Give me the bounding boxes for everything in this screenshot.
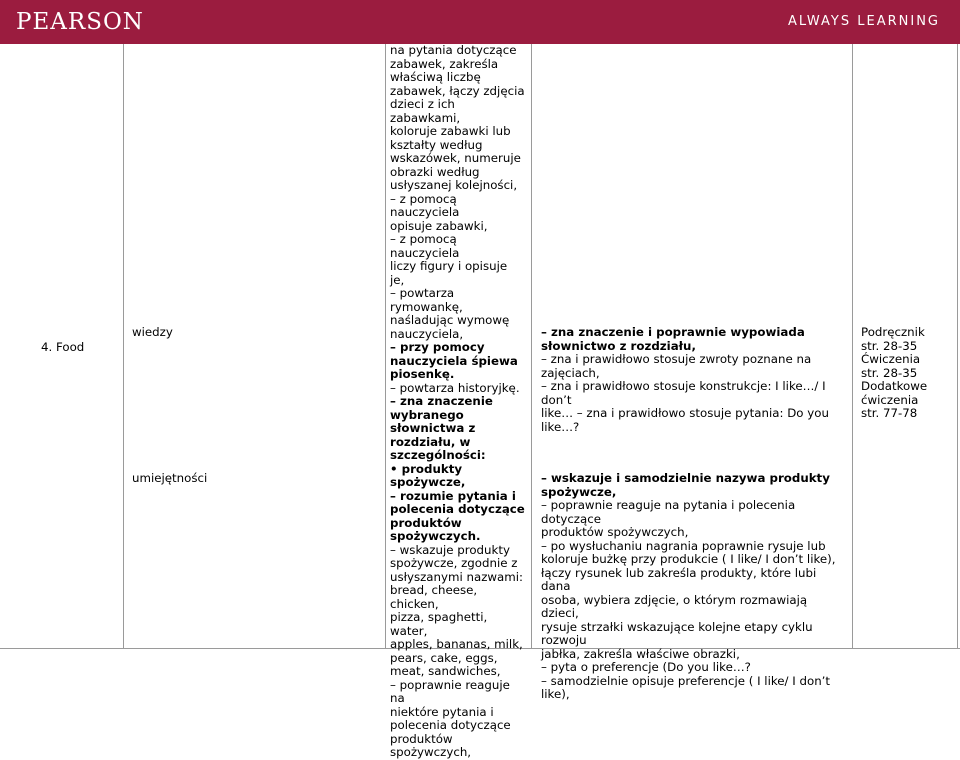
text-line: spożywcze, zgodnie z — [390, 556, 518, 570]
text-line: koloruje bużkę przy produkcie ( I like/ I don’t like), — [541, 552, 836, 566]
pearson-logo: PEARSON — [16, 9, 144, 35]
text-line: zabawek, łączy zdjęcia — [390, 83, 525, 98]
text-line: polecenia dotyczące — [390, 502, 525, 516]
text-line: obrazki według — [390, 164, 480, 179]
text-line: – wskazuje produkty — [390, 542, 510, 557]
text-line: kształty według — [390, 137, 483, 152]
text-line: osoba, wybiera zdjęcie, o którym rozmawiają dzieci, — [541, 592, 808, 620]
text-line: – samodzielnie opisuje preferencje ( I like/ I don’t — [541, 673, 831, 688]
text-line: str. 28-35 — [861, 338, 918, 353]
text-line: niektóre pytania i — [390, 704, 494, 719]
text-line: dzieci z ich zabawkami, — [390, 97, 461, 125]
curriculum-table — [0, 43, 960, 759]
text-line: właściwą liczbę — [390, 70, 481, 84]
text-line: str. 28-35 — [861, 365, 918, 380]
text-line: bread, cheese, chicken, — [390, 583, 478, 611]
text-line: koloruje zabawki lub — [390, 124, 511, 138]
text-line: Podręcznik — [861, 325, 925, 339]
text-line: zabawek, zakreśla — [390, 56, 499, 71]
text-line: – z pomocą nauczyciela — [390, 232, 460, 260]
text-line: opisuje zabawki, — [390, 218, 488, 233]
text-line: nauczyciela śpiewa — [390, 353, 518, 368]
text-line: – poprawnie reaguje na — [390, 677, 510, 705]
column-divider — [852, 44, 853, 649]
text-line: – powtarza historyjkę. — [390, 380, 520, 395]
text-line: spożywcze, — [390, 475, 466, 489]
text-line: str. 77-78 — [861, 406, 918, 420]
text-line: pears, cake, eggs, — [390, 650, 498, 665]
text-line: liczy figury i opisuje je, — [390, 259, 508, 287]
text-line: – pyta o preferencje (Do you like…? — [541, 660, 751, 674]
text-line: apples, bananas, milk, — [390, 637, 523, 651]
text-line: – zna znaczenie — [390, 394, 493, 408]
text-line: – po wysłuchaniu nagrania poprawnie rysuje lub — [541, 538, 826, 553]
text-line: słownictwo z rozdziału, — [541, 338, 696, 353]
text-line: szczególności: — [390, 448, 486, 462]
column-divider — [123, 44, 124, 649]
text-line: usłyszanej kolejności, — [390, 178, 518, 192]
category-umiejetnosci: umiejętności — [132, 471, 208, 485]
text-line: like), — [541, 687, 570, 701]
text-line: słownictwa z — [390, 421, 476, 435]
category-wiedzy: wiedzy — [132, 325, 173, 339]
text-line: łączy rysunek lub zakreśla produkty, które lubi dana — [541, 565, 817, 593]
text-line: spożywczych, — [390, 745, 472, 759]
text-line: like… – zna i prawidłowo stosuje pytania: Do you — [541, 406, 829, 420]
text-line: zajęciach, — [541, 365, 600, 380]
text-line: – zna i prawidłowo stosuje zwroty poznane na — [541, 352, 812, 366]
unit-title: 4. Food — [41, 340, 85, 354]
requirements-basic-column — [390, 44, 525, 760]
text-line: – z pomocą nauczyciela — [390, 191, 460, 219]
materials-column — [861, 326, 951, 421]
text-line: polecenia dotyczące — [390, 718, 511, 732]
text-line: produktów spożywczych, — [541, 525, 689, 539]
text-line: Dodatkowe — [861, 379, 928, 393]
text-line: produktów — [390, 731, 453, 746]
text-line: • produkty — [390, 461, 463, 476]
text-line: Ćwiczenia — [861, 352, 921, 366]
requirements-extended-wiedzy — [541, 326, 846, 434]
text-line: usłyszanymi nazwami: — [390, 569, 524, 584]
requirements-extended-umiejetnosci — [541, 472, 846, 702]
text-line: rozdziału, w — [390, 434, 471, 449]
text-line: – powtarza rymowankę, — [390, 286, 463, 314]
text-line: na pytania dotyczące — [390, 43, 517, 57]
text-line: piosenkę. — [390, 367, 455, 381]
text-line: like…? — [541, 419, 580, 434]
text-line: wskazówek, numeruje — [390, 151, 521, 165]
text-line: meat, sandwiches, — [390, 664, 501, 678]
text-line: – wskazuje i samodzielnie nazywa produkty — [541, 471, 830, 485]
text-line: – zna i prawidłowo stosuje konstrukcje: I like…/ I don’t — [541, 379, 826, 407]
header-tagline: ALWAYS LEARNING — [787, 14, 940, 29]
text-line: rysuje strzałki wskazujące kolejne etapy cyklu rozwoju — [541, 619, 813, 647]
pearson-header — [0, 0, 960, 44]
text-line: wybranego — [390, 407, 464, 422]
column-divider — [957, 44, 958, 649]
text-line: pizza, spaghetti, water, — [390, 610, 488, 638]
column-divider — [531, 44, 532, 649]
text-line: – rozumie pytania i — [390, 488, 516, 503]
text-line: produktów — [390, 515, 462, 530]
column-divider — [385, 44, 386, 649]
text-line: nauczyciela, — [390, 326, 464, 341]
text-line: – zna znaczenie i poprawnie wypowiada — [541, 325, 805, 339]
text-line: naśladując wymowę — [390, 313, 510, 327]
text-line: – poprawnie reaguje na pytania i polecenia dotyczące — [541, 498, 796, 526]
text-line: – przy pomocy — [390, 340, 485, 354]
text-line: spożywcze, — [541, 484, 617, 499]
text-line: spożywczych. — [390, 529, 481, 543]
text-line: jabłka, zakreśla właściwe obrazki, — [541, 646, 740, 661]
text-line: ćwiczenia — [861, 392, 919, 407]
